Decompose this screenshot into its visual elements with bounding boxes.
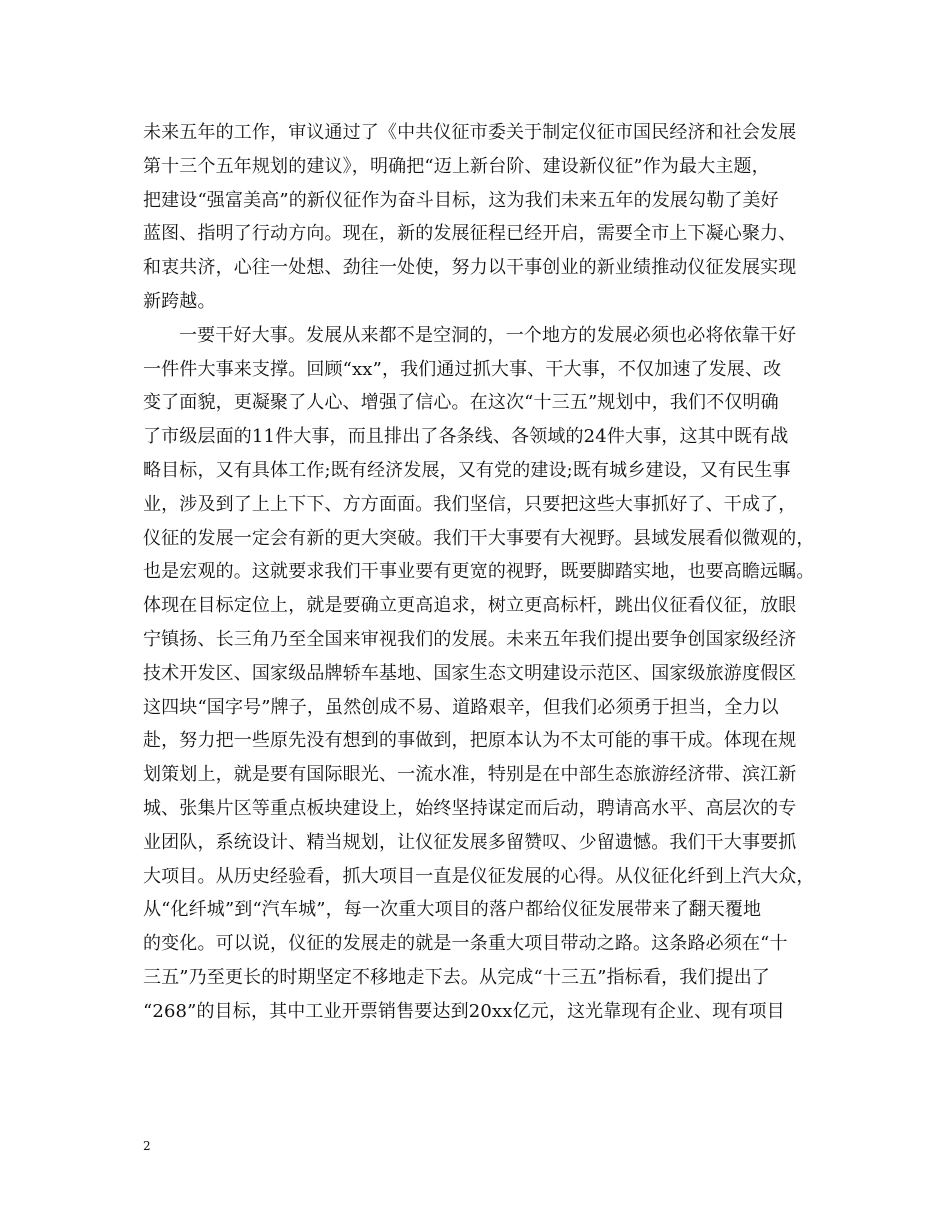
text-line: “268”的目标，其中工业开票销售要达到20xx亿元，这光靠现有企业、现有项目 [143,1000,785,1022]
paragraph-first-line: 一要干好大事。发展从来都不是空洞的，一个地方的发展必须也必将依靠干好 [179,324,797,346]
text-line: 技术开发区、国家级品牌轿车基地、国家生态文明建设示范区、国家级旅游度假区 [143,662,797,684]
text-line: 赴，努力把一些原先没有想到的事做到，把原本认为不太可能的事干成。体现在规 [143,730,797,752]
text-line: 一件件大事来支撑。回顾“xx”，我们通过抓大事、干大事，不仅加速了发展、改 [143,358,782,380]
page-number: 2 [143,1139,151,1153]
body-text [143,116,823,1029]
text-line: 第十三个五年规划的建议》，明确把“迈上新台阶、建设新仪征”作为最大主题， [143,155,770,177]
text-line: 也是宏观的。这就要求我们干事业要有更宽的视野，既要脚踏实地，也要高瞻远瞩。 [143,561,815,583]
text-line: 蓝图、指明了行动方向。现在，新的发展征程已经开启，需要全市上下凝心聚力、 [143,223,797,245]
text-line: 业团队，系统设计、精当规划，让仪征发展多留赞叹、少留遗憾。我们干大事要抓 [143,831,797,853]
text-line: 城、张集片区等重点板块建设上，始终坚持谋定而后动，聘请高水平、高层次的专 [143,797,797,819]
text-line: 和衷共济，心往一处想、劲往一处使，努力以干事创业的新业绩推动仪征发展实现 [143,257,797,279]
text-line: 体现在目标定位上，就是要确立更高追求，树立更高标杆，跳出仪征看仪征，放眼 [143,595,797,617]
text-line: 三五”乃至更长的时期坚定不移地走下去。从完成“十三五”指标看，我们提出了 [143,966,771,988]
text-line: 了市级层面的11件大事，而且排出了各条线、各领域的24件大事，这其中既有战 [143,426,789,448]
text-line: 把建设“强富美高”的新仪征作为奋斗目标，这为我们未来五年的发展勾勒了美好 [143,189,779,211]
text-line: 业，涉及到了上上下下、方方面面。我们坚信，只要把这些大事抓好了、干成了， [143,493,797,515]
text-line: 新跨越。 [143,290,216,312]
text-line: 变了面貌，更凝聚了人心、增强了信心。在这次“十三五”规划中，我们不仅明确 [143,392,779,414]
text-line: 大项目。从历史经验看，抓大项目一直是仪征发展的心得。从仪征化纤到上汽大众， [143,865,815,887]
text-line: 划策划上，就是要有国际眼光、一流水准，特别是在中部生态旅游经济带、滨江新 [143,764,797,786]
text-line: 宁镇扬、长三角乃至全国来审视我们的发展。未来五年我们提出要争创国家级经济 [143,628,797,650]
text-line: 这四块“国字号”牌子，虽然创成不易、道路艰辛，但我们必须勇于担当，全力以 [143,696,779,718]
text-line: 仪征的发展一定会有新的更大突破。我们干大事要有大视野。县域发展看似微观的， [143,527,815,549]
text-line: 略目标，又有具体工作;既有经济发展，又有党的建设;既有城乡建设，又有民生事 [143,459,791,481]
text-line: 未来五年的工作，审议通过了《中共仪征市委关于制定仪征市国民经济和社会发展 [143,122,797,143]
text-line: 从“化纤城”到“汽车城”，每一次重大项目的落户都给仪征发展带来了翻天覆地 [143,899,762,921]
text-line: 的变化。可以说，仪征的发展走的就是一条重大项目带动之路。这条路必须在“十 [143,933,788,955]
